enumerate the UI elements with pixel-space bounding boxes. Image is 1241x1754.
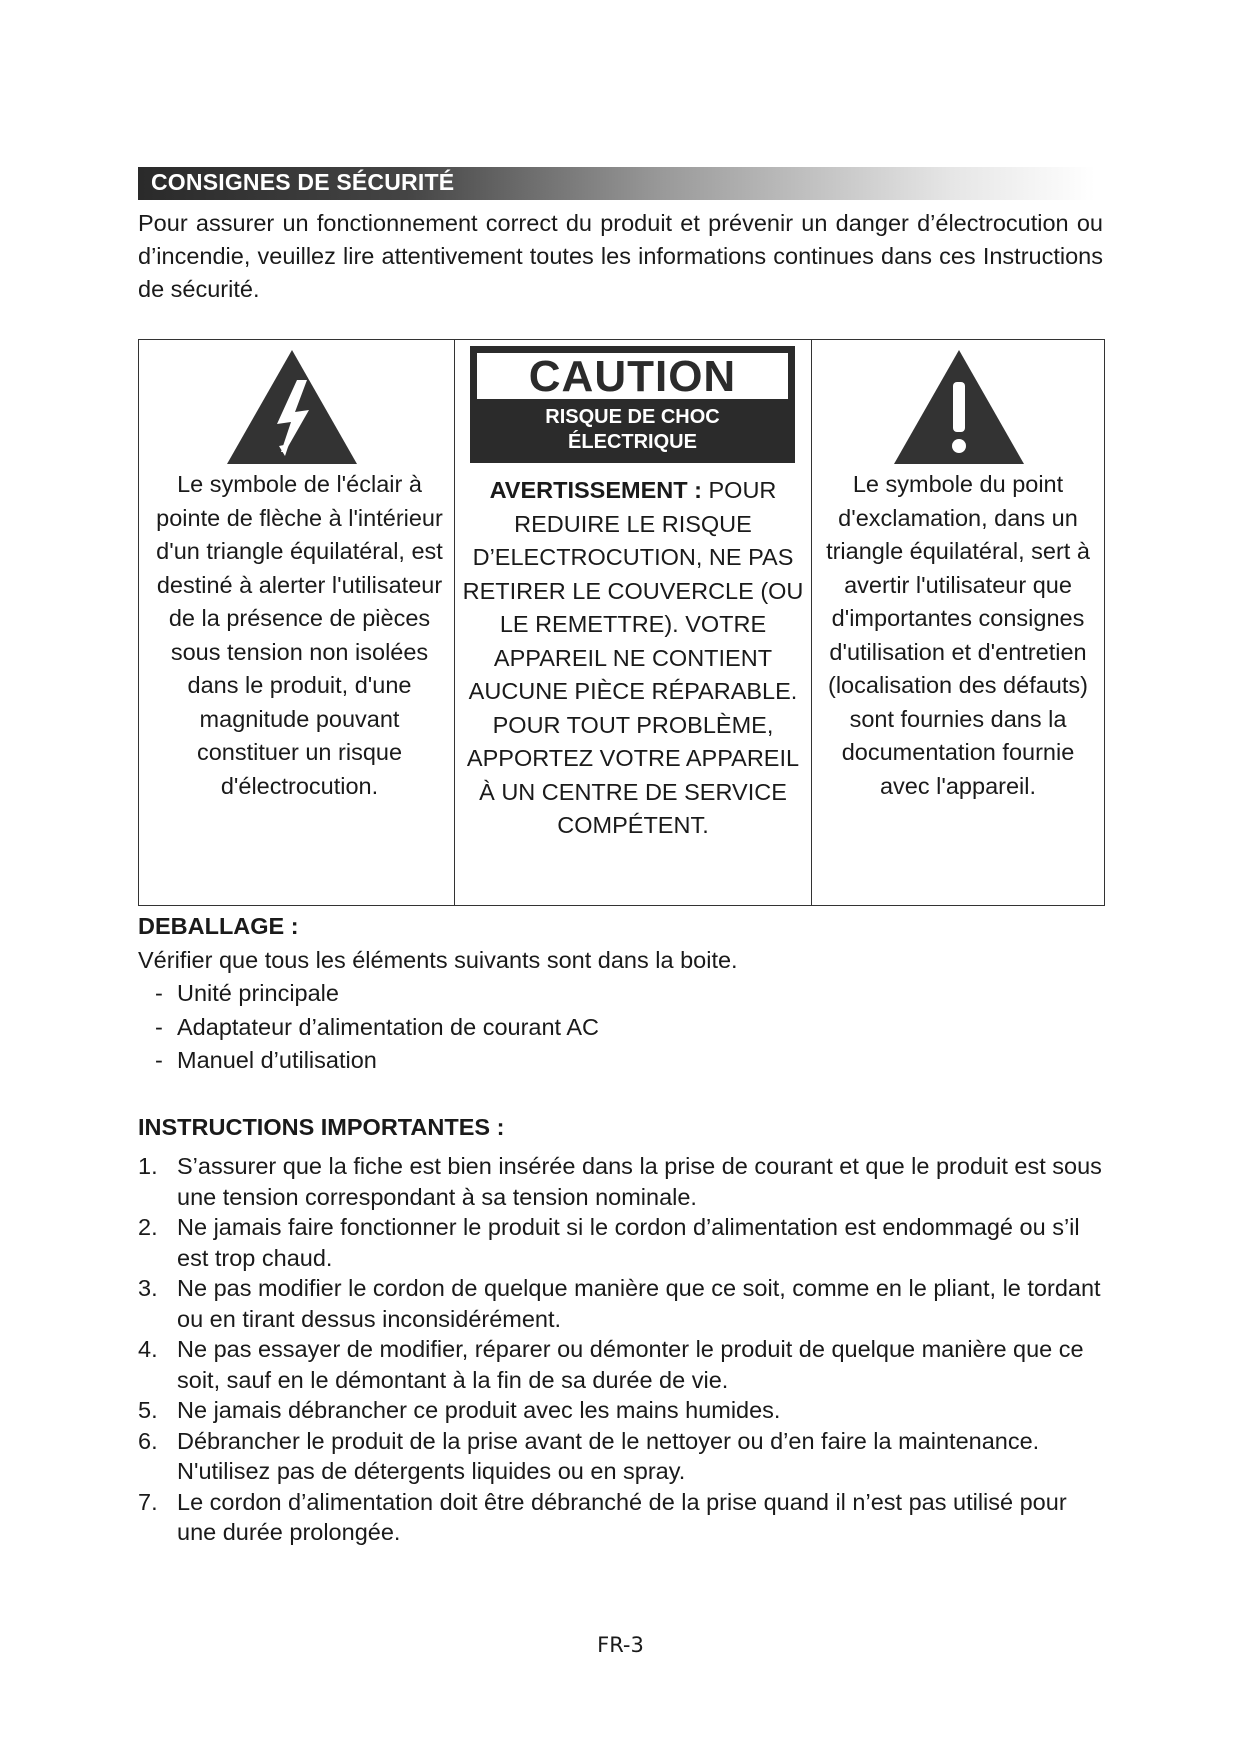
caution-description: [461, 474, 805, 843]
item-number: 7.: [138, 1488, 158, 1515]
item-number: 6.: [138, 1427, 158, 1454]
exclamation-description: Le symbole du point d'exclamation, dans un triangle équilatéral, sert à avertir l'utilisateur que d'importantes consignes d'utilisation et d'entretien (localisation des défauts) sont fournies dans la documentation fournie avec l'appareil.: [826, 471, 1090, 799]
instructions-heading: INSTRUCTIONS IMPORTANTES :: [138, 1114, 505, 1140]
caution-label: [470, 346, 795, 463]
list-item: [138, 1395, 1108, 1426]
lightning-cell: [139, 340, 455, 905]
item-number: 1.: [138, 1153, 158, 1179]
caution-subtitle: [470, 405, 795, 455]
lightning-description: Le symbole de l'éclair à pointe de flèche à l'intérieur d'un triangle équilatéral, est destiné à alerter l'utilisateur de la présence de pièces sous tension non isolées dans le produit, d'une magnitude pouvant constituer un risque d'électrocution.: [156, 471, 443, 799]
item-text: Le cordon d’alimentation doit être débranché de la prise quand il n’est pas utilisé pour une durée prolongée.: [177, 1488, 1067, 1545]
caution-title: CAUTION: [477, 353, 788, 399]
warning-table: [138, 339, 1105, 906]
caution-line-1: RISQUE DE CHOC: [545, 406, 720, 428]
item-number: 3.: [138, 1275, 158, 1301]
warning-text: POUR REDUIRE LE RISQUE D’ELECTROCUTION, NE PAS RETIRER LE COUVERCLE (OU LE REMETTRE). VOTRE APPAREIL NE CONTIENT AUCUNE PIÈCE RÉPARABLE. POUR TOUT PROBLÈME, APPORTEZ VOTRE APPAREIL À UN CENTRE DE SERVICE COMPÉTENT.: [462, 477, 804, 838]
item-text: Ne jamais faire fonctionner le produit si le cordon d’alimentation est endommagé ou s’il est trop chaud.: [177, 1214, 1080, 1271]
list-item: [138, 1273, 1108, 1334]
exclamation-cell: [812, 340, 1104, 905]
list-item: [138, 1334, 1108, 1395]
item-text: Ne pas modifier le cordon de quelque manière que ce soit, comme en le pliant, le tordant ou en tirant dessus inconsidérément.: [177, 1275, 1101, 1332]
intro-paragraph: Pour assurer un fonctionnement correct du produit et prévenir un danger d’électrocution ou d’incendie, veuillez lire attentivement toutes les informations continues dans ces Instructions de sécurité.: [138, 210, 1103, 302]
list-item: - Manuel d’utilisation: [155, 1044, 599, 1078]
section-title: CONSIGNES DE SÉCURITÉ: [151, 169, 455, 195]
item-number: 5.: [138, 1397, 158, 1423]
list-item: - Adaptateur d’alimentation de courant AC: [155, 1011, 599, 1045]
item-text: Débrancher le produit de la prise avant de le nettoyer ou d’en faire la maintenance. N'utilisez pas de détergents liquides ou en spray.: [177, 1427, 1040, 1484]
exclamation-warning-icon: [892, 348, 1026, 466]
item-text: Ne jamais débrancher ce produit avec les mains humides.: [177, 1397, 781, 1423]
list-item: [138, 1151, 1108, 1212]
unpacking-list: [155, 977, 599, 1078]
warning-label: AVERTISSEMENT :: [489, 477, 702, 503]
item-number: 4.: [138, 1336, 158, 1362]
caution-cell: [455, 340, 812, 905]
item-number: 2.: [138, 1214, 158, 1240]
list-item: [138, 1487, 1108, 1548]
instructions-list: [138, 1151, 1108, 1548]
section-header-bar: [138, 167, 1095, 200]
list-item: - Unité principale: [155, 977, 599, 1011]
item-text: Ne pas essayer de modifier, réparer ou démonter le produit de quelque manière que ce soit, sauf en le démontant à la fin de sa durée de vie.: [177, 1336, 1084, 1393]
caution-line-2: ÉLECTRIQUE: [568, 431, 697, 453]
list-item: [138, 1426, 1108, 1487]
lightning-warning-icon: [225, 348, 359, 466]
unpacking-intro: Vérifier que tous les éléments suivants sont dans la boite.: [138, 947, 738, 973]
page-number: FR-3: [597, 1633, 644, 1657]
item-text: S’assurer que la fiche est bien insérée dans la prise de courant et que le produit est sous une tension correspondant à sa tension nominale.: [177, 1153, 1102, 1210]
unpacking-heading: DEBALLAGE :: [138, 913, 299, 939]
list-item: [138, 1212, 1108, 1273]
